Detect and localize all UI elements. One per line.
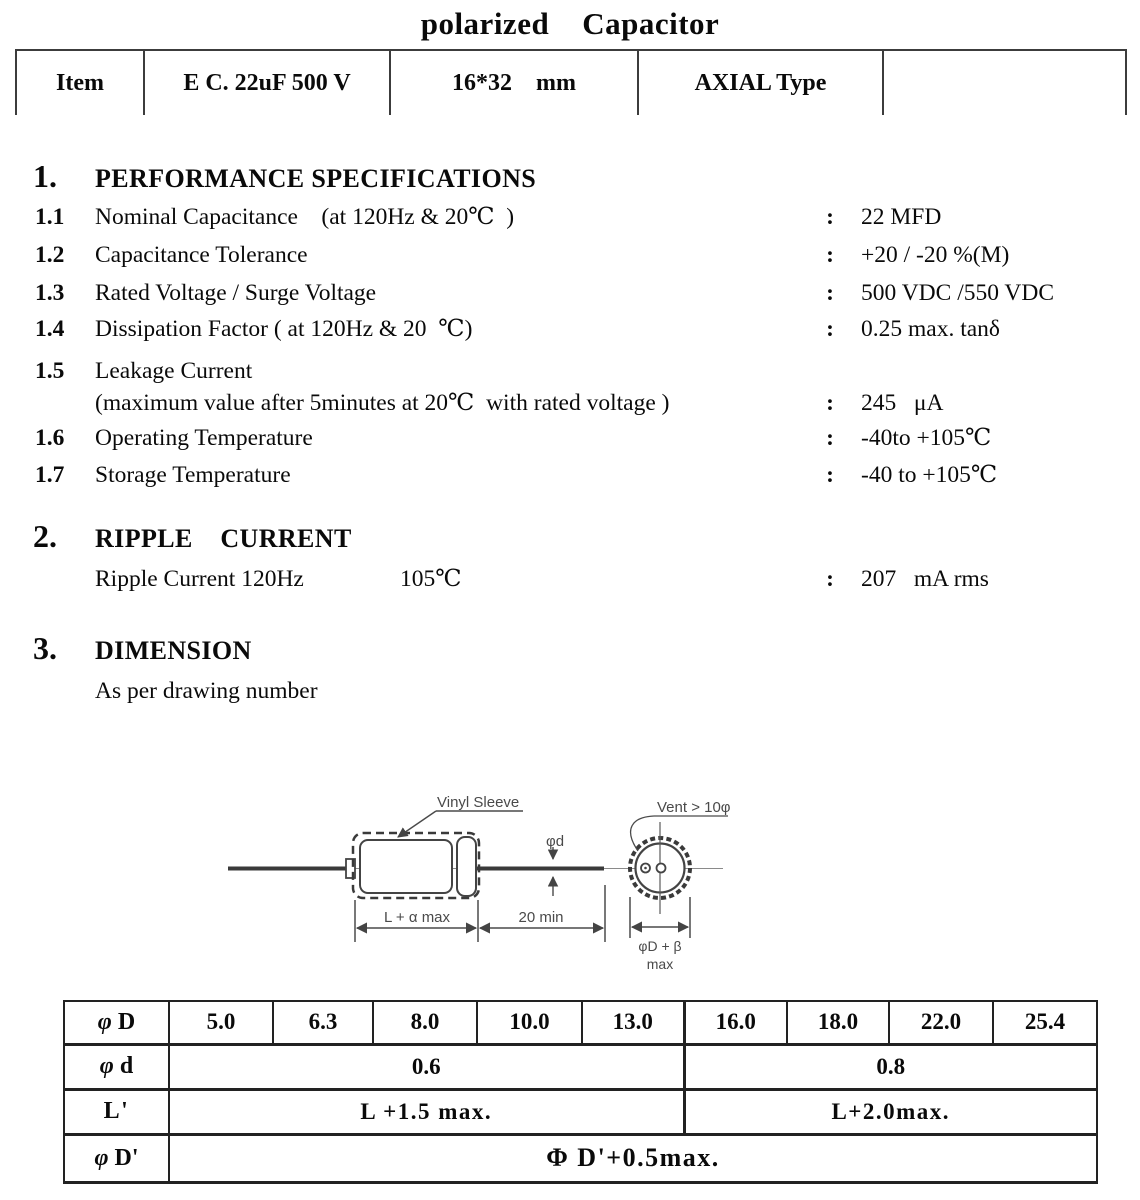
section-title: PERFORMANCE SPECIFICATIONS xyxy=(95,164,537,193)
ripple-current-row xyxy=(35,564,1135,594)
dim-table-row-lead-diameter xyxy=(64,1044,1097,1089)
phi-symbol: φ xyxy=(99,1053,114,1079)
end-diameter-label-line1: φD + β xyxy=(638,938,682,954)
spec-colon: : xyxy=(826,390,834,416)
spec-row-1-5 xyxy=(35,356,1135,386)
spec-value: -40 to +105℃ xyxy=(861,462,998,488)
lead-length-label: 20 min xyxy=(518,909,564,926)
spec-number: 1.1 xyxy=(35,204,65,230)
spec-value: 245 μA xyxy=(861,390,944,416)
row-label-phiDprime xyxy=(64,1134,169,1182)
spec-colon: : xyxy=(826,316,834,342)
spec-label: Rated Voltage / Surge Voltage xyxy=(95,280,377,306)
spec-number: 1.4 xyxy=(35,316,65,342)
body-length-label: L + α max xyxy=(383,909,451,926)
diameter-cell: 6.3 xyxy=(273,1001,373,1044)
diameter-cell: 22.0 xyxy=(889,1001,993,1044)
diameter-cell: 16.0 xyxy=(684,1001,787,1044)
dim-table-row-length xyxy=(64,1089,1097,1134)
spec-value: -40to +105℃ xyxy=(861,425,992,451)
section-number: 3. xyxy=(33,630,57,666)
vent-label: Vent > 10φ xyxy=(657,799,731,816)
lead-diameter-label: φd xyxy=(546,833,565,850)
spec-number xyxy=(35,388,95,418)
spec-number: 1.6 xyxy=(35,425,65,451)
spec-colon xyxy=(807,356,853,386)
end-view-lead-dot-left xyxy=(644,867,647,870)
diameter-cell: 8.0 xyxy=(373,1001,477,1044)
dim-table-row-diameter xyxy=(64,1001,1097,1044)
lead-dia-value-large: 0.8 xyxy=(684,1044,1097,1089)
section-number: 1. xyxy=(33,158,57,194)
ripple-value: 207 mA rms xyxy=(861,566,989,592)
spec-row-1-7 xyxy=(35,460,1135,490)
dimension-table xyxy=(63,1000,1098,1184)
spec-label: Leakage Current xyxy=(95,358,253,384)
lead-dia-value-small: 0.6 xyxy=(169,1044,684,1089)
spec-row-1-5-cont xyxy=(35,388,1135,418)
capacitor-body xyxy=(360,840,452,893)
header-cell-item: Item xyxy=(15,51,145,115)
spec-number: 1.3 xyxy=(35,280,65,306)
spec-label: Dissipation Factor ( at 120Hz & 20 ℃) xyxy=(95,316,473,342)
diameter-cell: 13.0 xyxy=(582,1001,684,1044)
length-value-small: L +1.5 max. xyxy=(169,1089,684,1134)
spec-label: Storage Temperature xyxy=(95,462,291,488)
section-3-heading xyxy=(33,630,252,667)
phi-symbol: φ xyxy=(94,1144,109,1171)
row-label-text: L' xyxy=(103,1098,130,1124)
row-label-text: D' xyxy=(108,1144,139,1171)
ripple-label xyxy=(95,564,807,594)
sleeve-dia-value: Φ D'+0.5max. xyxy=(169,1134,1097,1182)
length-value-large: L+2.0max. xyxy=(684,1089,1097,1134)
header-table xyxy=(15,49,1127,115)
row-label-text: D xyxy=(111,1008,136,1035)
diameter-cell: 10.0 xyxy=(477,1001,582,1044)
spec-number: 1.7 xyxy=(35,462,65,488)
row-label-text: d xyxy=(113,1053,134,1079)
diameter-cell: 5.0 xyxy=(169,1001,273,1044)
section-1-heading xyxy=(33,158,536,195)
spec-number xyxy=(35,564,95,594)
spec-number: 1.5 xyxy=(35,358,65,384)
spec-colon: : xyxy=(826,425,834,451)
phi-symbol: φ xyxy=(97,1008,112,1035)
section-title: DIMENSION xyxy=(95,636,252,665)
row-label-Lprime xyxy=(64,1089,169,1134)
end-diameter-label-line2: max xyxy=(646,956,674,972)
section-number: 2. xyxy=(33,518,57,554)
spec-row-1-3 xyxy=(35,278,1135,308)
spec-value xyxy=(853,356,1135,386)
row-label-phid xyxy=(64,1044,169,1089)
page-title: polarized Capacitor xyxy=(420,6,720,41)
spec-value: 22 MFD xyxy=(861,204,942,230)
dim-table-row-sleeve-diameter xyxy=(64,1134,1097,1182)
vinyl-sleeve-label: Vinyl Sleeve xyxy=(437,794,520,811)
spec-number: 1.2 xyxy=(35,242,65,268)
spec-colon: : xyxy=(826,566,834,592)
ripple-temp: 105℃ xyxy=(400,566,462,592)
section-2-heading xyxy=(33,518,352,555)
header-cell-part: E C. 22uF 500 V xyxy=(145,51,391,115)
spec-row-1-6 xyxy=(35,423,1135,453)
spec-colon: : xyxy=(826,242,834,268)
dimension-note: As per drawing number xyxy=(95,678,318,704)
header-cell-empty xyxy=(884,51,1127,115)
spec-label: Capacitance Tolerance xyxy=(95,242,308,268)
spec-value: +20 / -20 %(M) xyxy=(861,242,1010,268)
header-cell-size: 16*32 mm xyxy=(391,51,639,115)
header-cell-type: AXIAL Type xyxy=(639,51,884,115)
section-title: RIPPLE CURRENT xyxy=(95,524,352,553)
row-label-phiD xyxy=(64,1001,169,1044)
spec-label: Operating Temperature xyxy=(95,425,313,451)
spec-row-1-1 xyxy=(35,202,1135,232)
spec-row-1-4 xyxy=(35,314,1135,344)
diameter-cell: 25.4 xyxy=(993,1001,1097,1044)
spec-colon: : xyxy=(826,204,834,230)
capacitor-dimension-drawing xyxy=(0,770,1140,1000)
spec-label: (maximum value after 5minutes at 20℃ with rated voltage ) xyxy=(95,390,670,416)
spec-colon: : xyxy=(826,280,834,306)
end-seal-disc xyxy=(457,837,476,896)
spec-colon: : xyxy=(826,462,834,488)
ripple-label-text: Ripple Current 120Hz xyxy=(95,566,304,592)
spec-value: 0.25 max. tanδ xyxy=(861,316,1000,342)
diameter-cell: 18.0 xyxy=(787,1001,889,1044)
end-view-lead-hole-center xyxy=(657,864,666,873)
spec-row-1-2 xyxy=(35,240,1135,270)
spec-label: Nominal Capacitance (at 120Hz & 20℃ ) xyxy=(95,204,515,230)
spec-value: 500 VDC /550 VDC xyxy=(861,280,1055,306)
